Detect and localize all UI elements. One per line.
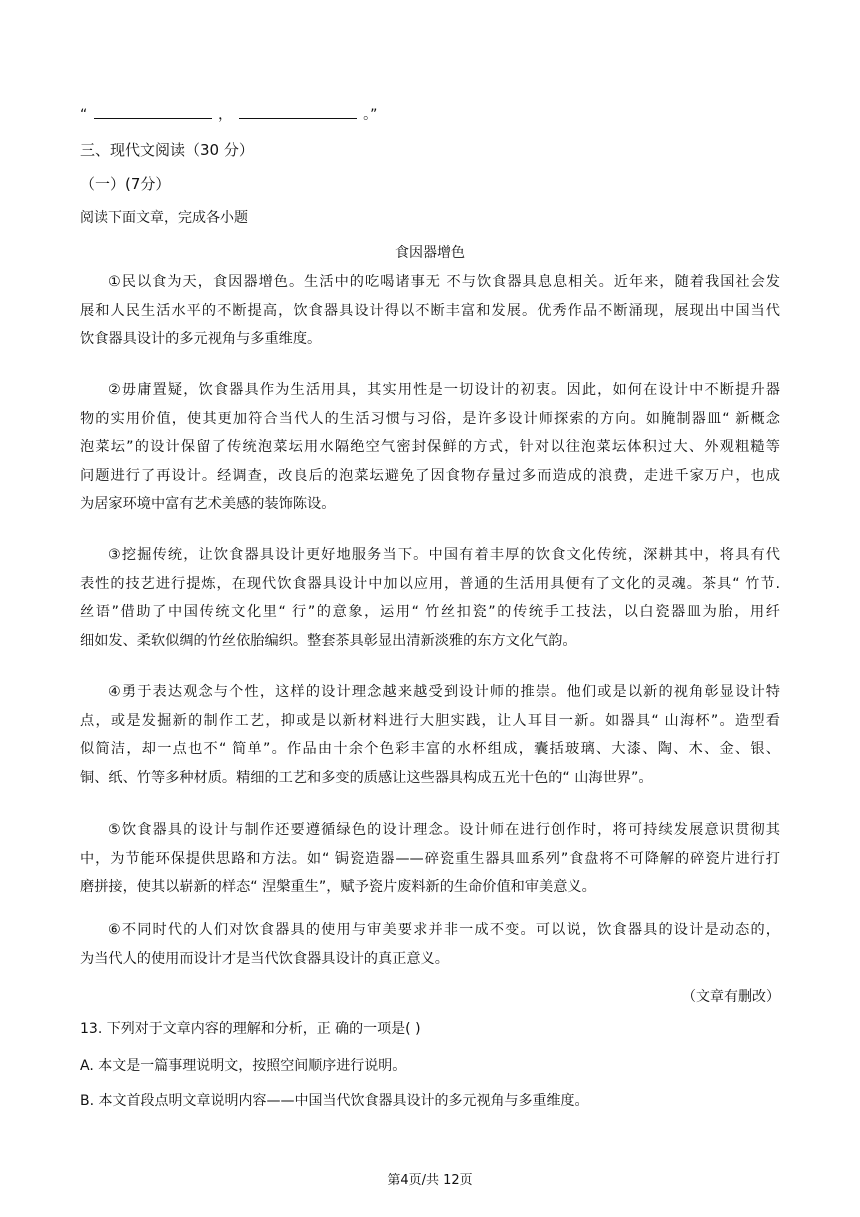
page-footer: 第4页/共 12页 — [387, 1173, 473, 1188]
paragraph-line: ①民以食为天，食因器增色。生活中的吃喝诸事无 不与饮食器具息息相关。近年来，随着我国社会发 — [108, 274, 780, 290]
answer-blank-1[interactable] — [94, 106, 212, 119]
open-quote: “ — [80, 107, 88, 123]
paragraph-line: 展和人民生活水平的不断提高，饮食器具设计得以不断丰富和发展。优秀作品不断涌现，展现出中国当代 — [80, 302, 780, 319]
paragraph-4 — [80, 678, 780, 792]
paragraph-line: ③挖掘传统，让饮食器具设计更好地服务当下。中国有着丰厚的饮食文化传统，深耕其中，将具有代 — [108, 547, 780, 563]
paragraph-line: 点，或是发掘新的制作工艺，抑或是以新材料进行大胆实践，让人耳目一新。如器具“ 山海杯”。造型看 — [80, 712, 780, 729]
paragraph-line: 物的实用价值，使其更加符合当代人的生活习惯与习俗，是许多设计师探索的方向。如腌制器皿“ 新概念 — [80, 410, 780, 427]
paragraph-line: 泡菜坛”的设计保留了传统泡菜坛用水隔绝空气密封保鲜的方式，针对以往泡菜坛体积过大、外观粗糙等 — [80, 439, 780, 455]
paragraph-line: 中，为节能环保提供思路和方法。如“ 锔瓷造器——碎瓷重生器具皿系列”食盘将不可降解的碎瓷片进行打 — [80, 850, 780, 867]
paragraph-1 — [80, 268, 780, 354]
sub-heading: （一）(7分） — [80, 175, 171, 193]
answer-blank-2[interactable] — [239, 106, 357, 119]
article-title: 食因器增色 — [395, 245, 465, 261]
close-quote: 。” — [363, 107, 378, 123]
paragraph-5 — [80, 816, 780, 902]
paragraph-3 — [80, 541, 780, 655]
paragraph-line: 饮食器具设计的多元视角与多重维度。 — [80, 331, 322, 347]
paragraph-line: 为当代人的使用而设计才是当代饮食器具设计的真正意义。 — [80, 950, 449, 967]
instruction: 阅读下面文章，完成各小题 — [80, 210, 248, 226]
fill-in-blank-line — [80, 104, 377, 124]
blank-comma: ， — [218, 107, 233, 123]
paragraph-line: ⑥不同时代的人们对饮食器具的使用与审美要求并非一成不变。可以说，饮食器具的设计是动态的， — [108, 922, 780, 938]
paragraph-line: 细如发、柔软似绸的竹丝依胎编织。整套茶具彰显出清新淡雅的东方文化气韵。 — [80, 632, 577, 649]
paragraph-6 — [80, 916, 780, 973]
paragraph-line: 铜、纸、竹等多种材质。精细的工艺和多变的质感让这些器具构成五光十色的“ 山海世界”。 — [80, 769, 653, 786]
option-a[interactable]: A. 本文是一篇事理说明文，按照空间顺序进行说明。 — [80, 1058, 407, 1074]
paragraph-line: 为居家环境中富有艺术美感的装饰陈设。 — [80, 496, 336, 512]
source-note: （文章有删改） — [682, 989, 780, 1005]
paragraph-line: 磨拼接，使其以崭新的样态“ 涅槃重生”，赋予瓷片废料新的生命价值和审美意义。 — [80, 879, 596, 895]
question-13: 13. 下列对于文章内容的理解和分析，正 确的一项是( ) — [80, 1021, 421, 1037]
paragraph-line: 似简洁，却一点也不“ 简单”。作品由十余个色彩丰富的水杯组成，囊括玻璃、大漆、陶、木、金、银、 — [80, 741, 780, 757]
paragraph-line: 表性的技艺进行提炼，在现代饮食器具设计中加以应用，普通的生活用具便有了文化的灵魂。茶具“ 竹节. — [80, 575, 780, 592]
section-heading: 三、现代文阅读（30 分） — [80, 141, 254, 159]
paragraph-line: 丝语”借助了中国传统文化里“ 行”的意象，运用“ 竹丝扣瓷”的传统手工技法，以白瓷器皿为胎，用纤 — [80, 604, 780, 620]
paragraph-line: ②毋庸置疑，饮食器具作为生活用具，其实用性是一切设计的初衷。因此，如何在设计中不断提升器 — [108, 382, 780, 398]
paragraph-line: ⑤饮食器具的设计与制作还要遵循绿色的设计理念。设计师在进行创作时，将可持续发展意识贯彻其 — [108, 822, 780, 838]
paragraph-line: ④勇于表达观念与个性，这样的设计理念越来越受到设计师的推崇。他们或是以新的视角彰显设计特 — [108, 684, 780, 700]
paragraph-2 — [80, 376, 780, 519]
option-b[interactable]: B. 本文首段点明文章说明内容——中国当代饮食器具设计的多元视角与多重维度。 — [80, 1093, 589, 1109]
paragraph-line: 问题进行了再设计。经调查，改良后的泡菜坛避免了因食物存量过多而造成的浪费，走进千家万户，也成 — [80, 467, 780, 484]
